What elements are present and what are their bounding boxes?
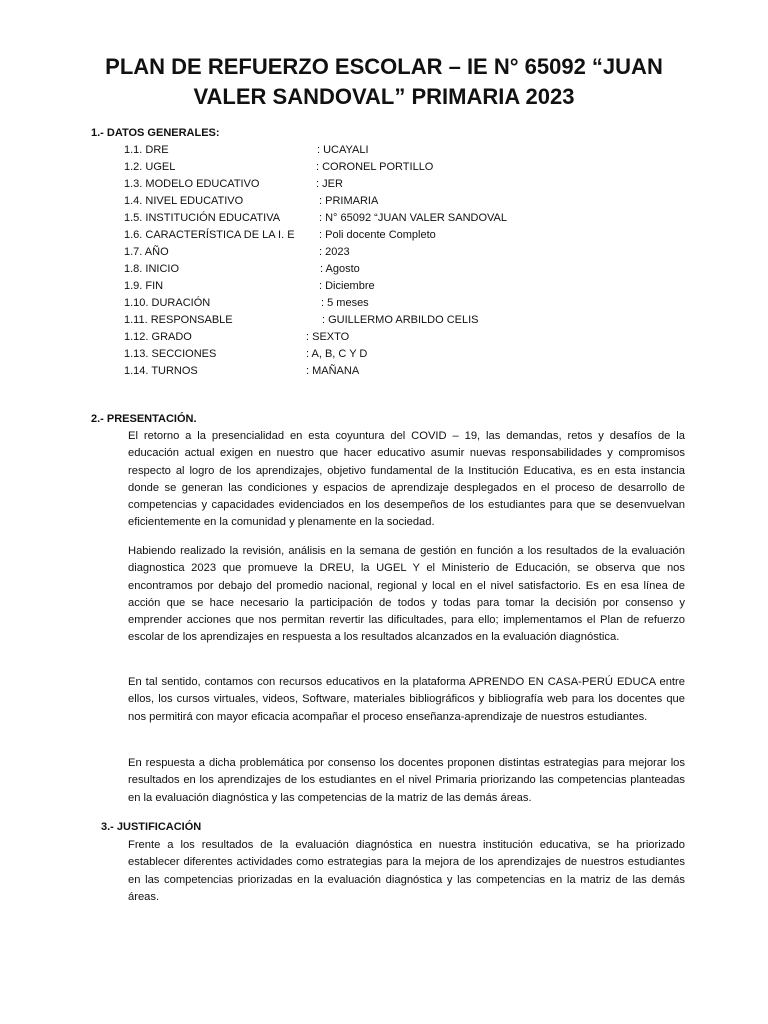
item-label: 1.3. MODELO EDUCATIVO [124, 178, 260, 190]
item-value: : 5 meses [321, 297, 369, 309]
paragraph: Frente a los resultados de la evaluación diagnóstica en nuestra institución educativa, se ha priorizado establecer diferentes actividades como estrategias para la mejora de los aprendizajes de nuestros estudiantes en las competencias priorizadas en la evaluación diagnóstica y las competencias en la matriz de las demás áreas. [128, 839, 685, 903]
item-value: : Diciembre [319, 280, 375, 292]
item-label: 1.13. SECCIONES [124, 348, 217, 360]
item-value: : PRIMARIA [319, 195, 379, 207]
item-value: : UCAYALI [317, 144, 369, 156]
item-label: 1.6. CARACTERÍSTICA DE LA I. E [124, 229, 295, 241]
item-label: 1.4. NIVEL EDUCATIVO [124, 195, 244, 207]
item-value: : MAÑANA [306, 365, 360, 377]
list-item [124, 142, 644, 159]
item-value: : SEXTO [306, 331, 350, 343]
item-value: : A, B, C Y D [306, 348, 368, 360]
item-label: 1.8. INICIO [124, 263, 180, 275]
item-label: 1.2. UGEL [124, 161, 176, 173]
item-label: 1.9. FIN [124, 280, 164, 292]
item-label: 1.5. INSTITUCIÓN EDUCATIVA [124, 212, 281, 224]
item-value: : Agosto [320, 263, 360, 275]
list-item [124, 159, 644, 176]
item-value: : Poli docente Completo [319, 229, 436, 241]
document-title: PLAN DE REFUERZO ESCOLAR – IE N° 65092 “JUAN VALER SANDOVAL” PRIMARIA 2023 [105, 54, 663, 109]
list-item [124, 176, 644, 193]
item-label: 1.7. AÑO [124, 246, 169, 258]
list-item [124, 278, 644, 295]
paragraph: El retorno a la presencialidad en esta coyuntura del COVID – 19, las demandas, retos y desafíos de la educación actual exigen en nuestro que hacer educativo asumir nuevas responsabilidades y compromisos respecto al logro de los aprendizajes, objetivo fundamental de la Institución Educativa, es en esta instancia donde se generan las condiciones y espacios de aprendizaje desplegados en el proceso de desarrollo de competencias y capacidades evidenciados en los desempeños de los estudiantes para que se desenvuelvan eficientemente en la comunidad y plenamente en la sociedad. [128, 430, 685, 529]
list-item [124, 193, 644, 210]
item-value: : JER [316, 178, 343, 190]
list-item [124, 244, 644, 261]
list-item [124, 227, 644, 244]
list-item [124, 295, 644, 312]
item-label: 1.12. GRADO [124, 331, 192, 343]
item-label: 1.1. DRE [124, 144, 169, 156]
item-label: 1.10. DURACIÓN [124, 297, 211, 309]
section-heading-justificacion: 3.- JUSTIFICACIÓN [101, 821, 202, 833]
item-value: : 2023 [319, 246, 350, 258]
list-item [124, 363, 644, 380]
item-label: 1.14. TURNOS [124, 365, 198, 377]
list-item [124, 261, 644, 278]
list-item [124, 312, 644, 329]
item-value: : GUILLERMO ARBILDO CELIS [322, 314, 479, 326]
list-item [124, 210, 644, 227]
paragraph: Habiendo realizado la revisión, análisis en la semana de gestión en función a los resultados de la evaluación diagnostica 2023 que promueve la DREU, la UGEL Y el Ministerio de Educación, se observa que nos encontramos por debajo del promedio nacional, regional y local en el nivel satisfactorio. Es en esa línea de acción que se hace necesario la participación de todos y todas para tomar la decisión por consenso y emprender acciones que nos permitan revertir las dificultades, para ello; implementamos el Plan de refuerzo escolar de los aprendizajes en respuesta a los resultados alcanzados en la evaluación diagnóstica. [128, 545, 685, 644]
item-value: : N° 65092 “JUAN VALER SANDOVAL [319, 212, 508, 224]
paragraph: En tal sentido, contamos con recursos educativos en la plataforma APRENDO EN CASA-PERÚ EDUCA entre ellos, los cursos virtuales, videos, Software, materiales bibliográficos y bibliografía web para los docentes que nos permitirá con mayor eficacia acompañar el proceso enseñanza-aprendizaje de nuestros estudiantes. [128, 676, 685, 723]
item-value: : CORONEL PORTILLO [316, 161, 434, 173]
paragraph: En respuesta a dicha problemática por consenso los docentes proponen distintas estrategias para mejorar los resultados en los aprendizajes de los estudiantes en el nivel Primaria priorizando las competencias planteadas en la evaluación diagnóstica y las competencias de la matriz de las demás áreas. [128, 757, 685, 804]
item-label: 1.11. RESPONSABLE [124, 314, 233, 326]
list-item [124, 346, 644, 363]
section-heading-presentacion: 2.- PRESENTACIÓN. [91, 413, 197, 425]
section-heading-datos-generales: 1.- DATOS GENERALES: [91, 127, 220, 139]
list-item [124, 329, 644, 346]
